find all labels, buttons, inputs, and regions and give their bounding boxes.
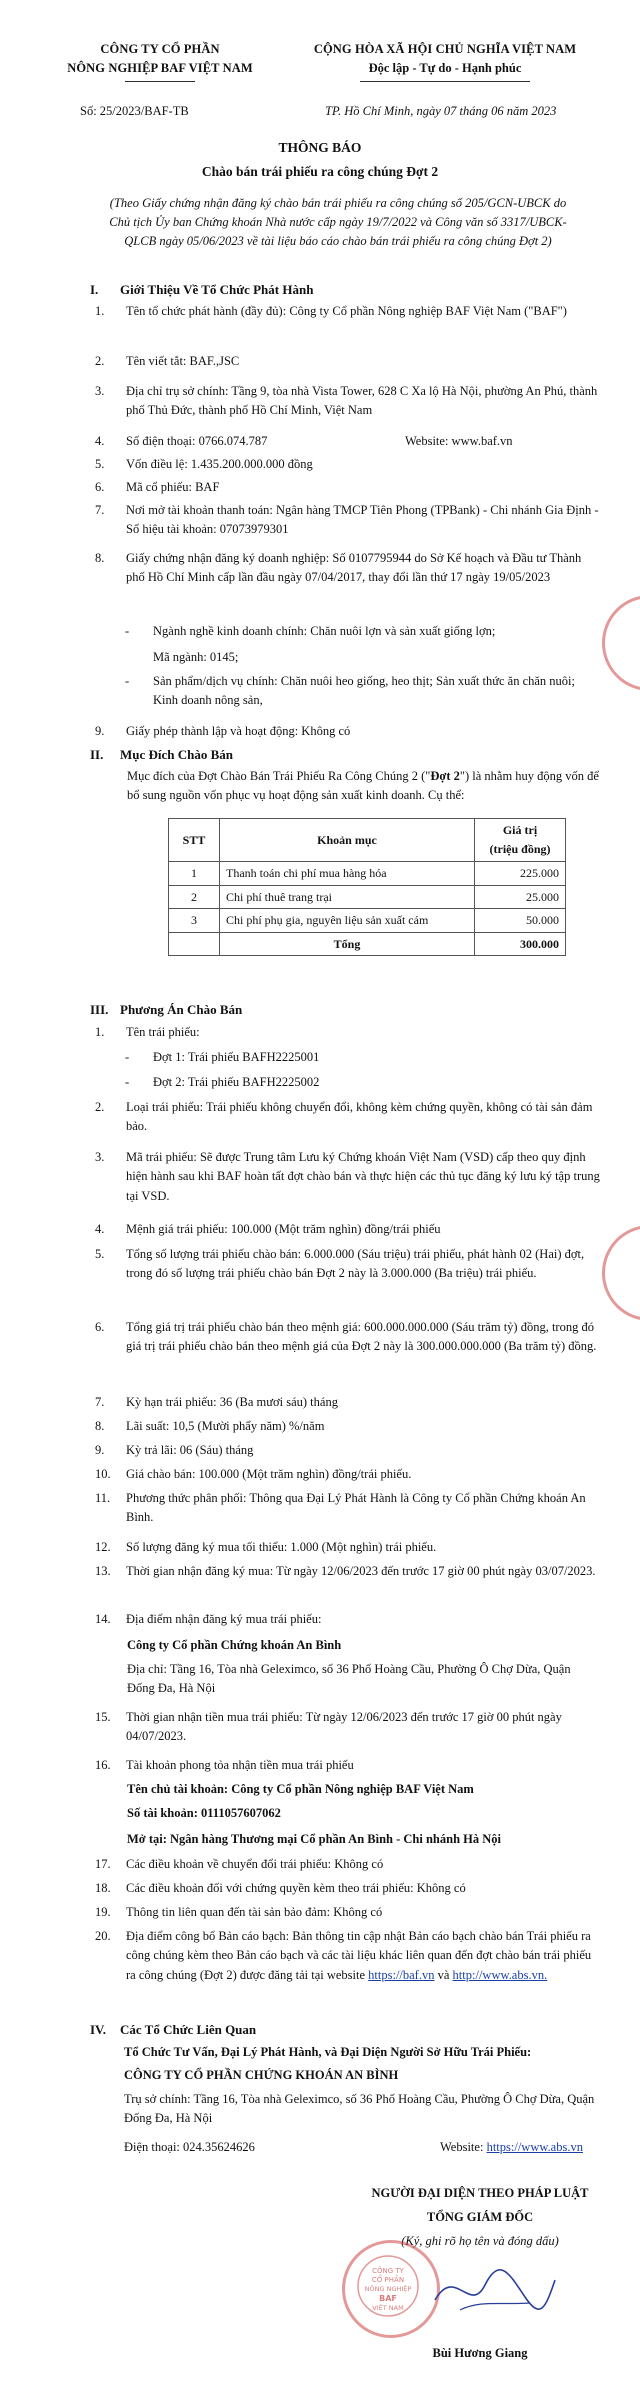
- list-item: 20. Địa điểm công bố Bản cáo bạch: Bản thông tin cập nhật Bản cáo bạch chào bán Trái phiếu ra công chúng kèm theo Bản cáo bạch và các tài liệu khác liên quan đến đợt chào bán trái phiếu ra công chúng (Đợt 2) được đăng tải tại website https://baf.vn và http://www.abs.vn.: [95, 1929, 592, 1982]
- reference-number: Số: 25/2023/BAF-TB: [80, 104, 189, 118]
- item-text: Tài khoản phong tỏa nhận tiền mua trái phiếu: [126, 1758, 354, 1772]
- related-website: Website: https://www.abs.vn: [440, 2140, 583, 2154]
- item-text: Đợt 2: Trái phiếu BAFH2225002: [153, 1075, 320, 1089]
- item-text: Kỳ hạn trái phiếu: 36 (Ba mươi sáu) tháng: [126, 1395, 338, 1409]
- divider: [360, 81, 530, 82]
- item-text: Nơi mở tài khoản thanh toán: Ngân hàng TMCP Tiên Phong (TPBank) - Chi nhánh Gia Định - Số hiệu tài khoản: 07073979301: [126, 503, 599, 537]
- signer-title-1: NGƯỜI ĐẠI DIỆN THEO PHÁP LUẬT: [371, 2186, 589, 2200]
- list-item: 2. Loại trái phiếu: Trái phiếu không chuyển đổi, không kèm chứng quyền, không có tài sản đảm bảo.: [95, 1098, 600, 1137]
- item-text: Thời gian nhận tiền mua trái phiếu: Từ ngày 12/06/2023 đến trước 17 giờ 00 phút ngày 04/07/2023.: [126, 1710, 562, 1744]
- section-title: Các Tổ Chức Liên Quan: [120, 2022, 257, 2037]
- document-title: THÔNG BÁO: [278, 140, 362, 155]
- related-heading: Tổ Chức Tư Vấn, Đại Lý Phát Hành, và Đại Diện Người Sở Hữu Trái Phiếu:: [124, 2045, 532, 2059]
- list-item: 9. Kỳ trả lãi: 06 (Sáu) tháng: [95, 1441, 600, 1460]
- seal-ring-icon: [345, 2243, 431, 2329]
- account-bank: Mở tại: Ngân hàng Thương mại Cổ phần An Bình - Chi nhánh Hà Nội: [127, 1832, 502, 1846]
- section-title: Giới Thiệu Về Tổ Chức Phát Hành: [120, 282, 314, 297]
- seal-text: NÔNG NGHIỆP: [364, 2285, 412, 2293]
- section-heading: [90, 1000, 242, 1020]
- list-item: 6. Tổng giá trị trái phiếu chào bán theo mệnh giá: 600.000.000.000 (Sáu trăm tỷ) đồng, trong đó giá trị trái phiếu chào bán theo mệnh giá của Đợt 2 này là 300.000.000.000 (Ba trăm tỷ) đồng.: [95, 1318, 600, 1357]
- list-item: 8. Giấy chứng nhận đăng ký doanh nghiệp: Số 0107795944 do Sở Kế hoạch và Đầu tư Thành phố Hồ Chí Minh cấp lần đầu ngày 07/04/2017, thay đổi lần thứ 17 ngày 19/05/2023: [95, 549, 600, 588]
- list-item: 18. Các điều khoản đối với chứng quyền kèm theo trái phiếu: Không có: [95, 1879, 600, 1898]
- section-heading: [90, 280, 313, 300]
- item-text: Loại trái phiếu: Trái phiếu không chuyển đổi, không kèm chứng quyền, không có tài sản đảm bảo.: [126, 1100, 593, 1134]
- phone-text: Số điện thoại: 0766.074.787: [126, 434, 268, 448]
- item-text: Mã trái phiếu: Sẽ được Trung tâm Lưu ký Chứng khoán Việt Nam (VSD) cấp theo quy định hiện hành sau khi BAF hoàn tất đợt chào bán và thực hiện các thủ tục đăng ký lưu ký tập trung tại VSD.: [126, 1150, 600, 1203]
- column-header: Giá trị (triệu đồng): [475, 819, 566, 862]
- purpose-intro: Mục đích của Đợt Chào Bán Trái Phiếu Ra Công Chúng 2 ("Đợt 2") là nhằm huy động vốn để bổ sung nguồn vốn phục vụ hoạt động sản xuất kinh doanh. Cụ thể:: [127, 769, 599, 803]
- document-date: TP. Hồ Chí Minh, ngày 07 tháng 06 năm 2023: [325, 104, 557, 118]
- bullet-item: - Đợt 1: Trái phiếu BAFH2225001: [125, 1048, 600, 1067]
- section-number: III.: [90, 1002, 109, 1017]
- item-text: Tổng giá trị trái phiếu chào bán theo mệnh giá: 600.000.000.000 (Sáu trăm tỷ) đồng, trong đó giá trị trái phiếu chào bán theo mệnh giá của Đợt 2 này là 300.000.000.000 (Ba trăm tỷ) đồng.: [126, 1320, 597, 1354]
- related-address: Trụ sở chính: Tầng 16, Tòa nhà Geleximco, số 36 Phố Hoàng Cầu, Phường Ô Chợ Dừa, Quận Đống Đa, Hà Nội: [124, 2092, 595, 2126]
- list-item: 9. Giấy phép thành lập và hoạt động: Không có: [95, 722, 600, 741]
- handwritten-signature-icon: [430, 2255, 560, 2325]
- list-item: 19. Thông tin liên quan đến tài sản bảo đảm: Không có: [95, 1903, 600, 1922]
- list-item: 8. Lãi suất: 10,5 (Mười phẩy năm) %/năm: [95, 1417, 600, 1436]
- item-text: Số lượng đăng ký mua tối thiểu: 1.000 (Một nghìn) trái phiếu.: [126, 1540, 437, 1554]
- seal-text: CÔNG TY: [372, 2267, 404, 2275]
- issuer-header: [40, 40, 280, 82]
- item-text: Ngành nghề kinh doanh chính: Chăn nuôi lợn và sản xuất giống lợn;: [153, 624, 496, 638]
- org-line-2: NÔNG NGHIỆP BAF VIỆT NAM: [67, 61, 253, 76]
- account-holder: Tên chủ tài khoản: Công ty Cổ phần Nông nghiệp BAF Việt Nam: [127, 1782, 474, 1796]
- list-item: 10. Giá chào bán: 100.000 (Một trăm nghìn) đồng/trái phiếu.: [95, 1465, 600, 1484]
- issuer-website-link[interactable]: https://baf.vn: [368, 1967, 435, 1982]
- list-item: 4. Mệnh giá trái phiếu: 100.000 (Một trăm nghìn) đồng/trái phiếu: [95, 1220, 600, 1239]
- item-text: Mệnh giá trái phiếu: 100.000 (Một trăm nghìn) đồng/trái phiếu: [126, 1222, 441, 1236]
- bullet-item: - Đợt 2: Trái phiếu BAFH2225002: [125, 1073, 600, 1092]
- item-text: Tên trái phiếu:: [126, 1025, 200, 1039]
- item-text: Mã ngành: 0145;: [153, 650, 239, 664]
- agent-website-link[interactable]: http://www.abs.vn.: [452, 1967, 548, 1982]
- website-text: Website: www.baf.vn: [405, 434, 513, 448]
- section-number: IV.: [90, 2022, 107, 2037]
- signer-title-2: TỔNG GIÁM ĐỐC: [426, 2210, 534, 2224]
- list-item: 17. Các điều khoản về chuyển đổi trái phiếu: Không có: [95, 1855, 600, 1874]
- section-title: Phương Án Chào Bán: [120, 1002, 243, 1017]
- item-text: Kỳ trả lãi: 06 (Sáu) tháng: [126, 1443, 254, 1457]
- item-text: Thông tin liên quan đến tài sản bảo đảm: Không có: [126, 1905, 383, 1919]
- section-heading: [90, 2020, 256, 2040]
- item-text: Mã cổ phiếu: BAF: [126, 480, 220, 494]
- item-text: Giấy chứng nhận đăng ký doanh nghiệp: Số 0107795944 do Sở Kế hoạch và Đầu tư Thành phố Hồ Chí Minh cấp lần đầu ngày 07/04/2017, thay đổi lần thứ 17 ngày 19/05/2023: [126, 551, 582, 585]
- related-phone: Điện thoại: 024.35624626: [124, 2140, 255, 2154]
- section-number: I.: [90, 282, 99, 297]
- country-line-2: Độc lập - Tự do - Hạnh phúc: [368, 61, 522, 76]
- section-title: Mục Đích Chào Bán: [120, 747, 234, 762]
- purpose-table: [168, 818, 566, 956]
- list-item: 11. Phương thức phân phối: Thông qua Đại Lý Phát Hành là Công ty Cổ phần Chứng khoán An Bình.: [95, 1489, 600, 1528]
- table-total-row: Tổng 300.000: [169, 932, 566, 956]
- org-line-1: CÔNG TY CỔ PHẦN: [100, 42, 220, 56]
- section-heading: [90, 745, 233, 765]
- list-item: 3. Địa chỉ trụ sở chính: Tầng 9, tòa nhà Vista Tower, 628 C Xa lộ Hà Nội, phường An Phú, thành phố Thủ Đức, thành phố Hồ Chí Minh, Việt Nam: [95, 382, 600, 421]
- company-seal-stamp: [342, 2240, 440, 2338]
- national-header: [290, 40, 600, 82]
- list-item: 7. Kỳ hạn trái phiếu: 36 (Ba mươi sáu) tháng: [95, 1393, 600, 1412]
- list-item: 4. Số điện thoại: 0766.074.787 Website: www.baf.vn: [95, 432, 600, 451]
- agent-name: Công ty Cổ phần Chứng khoán An Bình: [127, 1638, 342, 1652]
- document-subtitle: Chào bán trái phiếu ra công chúng Đợt 2: [201, 164, 439, 179]
- related-website-link[interactable]: https://www.abs.vn: [486, 2140, 583, 2154]
- item-text: Các điều khoản về chuyển đổi trái phiếu: Không có: [126, 1857, 384, 1871]
- item-text: Địa điểm nhận đăng ký mua trái phiếu:: [126, 1612, 322, 1626]
- item-text: Lãi suất: 10,5 (Mười phẩy năm) %/năm: [126, 1419, 325, 1433]
- list-item: 6. Mã cổ phiếu: BAF: [95, 478, 600, 497]
- list-item: 7. Nơi mở tài khoản thanh toán: Ngân hàng TMCP Tiên Phong (TPBank) - Chi nhánh Gia Định - Số hiệu tài khoản: 07073979301: [95, 501, 600, 540]
- divider: [125, 81, 195, 82]
- list-item: 3. Mã trái phiếu: Sẽ được Trung tâm Lưu ký Chứng khoán Việt Nam (VSD) cấp theo quy định hiện hành sau khi BAF hoàn tất đợt chào bán và thực hiện các thủ tục đăng ký lưu ký tập trung tại VSD.: [95, 1148, 600, 1206]
- table-header-row: [169, 819, 566, 862]
- item-text: Giấy phép thành lập và hoạt động: Không có: [126, 724, 351, 738]
- seal-text: VIỆT NAM: [372, 2304, 404, 2312]
- table-row: 3 Chi phí phụ gia, nguyên liệu sản xuất cám 50.000: [169, 909, 566, 933]
- list-item: 5. Tổng số lượng trái phiếu chào bán: 6.000.000 (Sáu triệu) trái phiếu, phát hành 02 (Hai) đợt, trong đó số lượng trái phiếu chào bán Đợt 2 này là 3.000.000 (Ba triệu) trái phiếu.: [95, 1245, 600, 1284]
- signature-note: (Ký, ghi rõ họ tên và đóng dấu): [401, 2234, 559, 2248]
- agent-address: Địa chỉ: Tầng 16, Tòa nhà Geleximco, số 36 Phố Hoàng Cầu, Phường Ô Chợ Dừa, Quận Đống Đa, Hà Nội: [127, 1662, 571, 1696]
- list-item: 2. Tên viết tắt: BAF.,JSC: [95, 352, 600, 371]
- item-text: Vốn điều lệ: 1.435.200.000.000 đồng: [126, 457, 313, 471]
- list-item: 13. Thời gian nhận đăng ký mua: Từ ngày 12/06/2023 đến trước 17 giờ 00 phút ngày 03/07/2023.: [95, 1562, 600, 1581]
- related-company: CÔNG TY CỔ PHẦN CHỨNG KHOÁN AN BÌNH: [124, 2068, 399, 2082]
- signer-name: Bùi Hương Giang: [432, 2346, 528, 2360]
- list-item: 14. Địa điểm nhận đăng ký mua trái phiếu:: [95, 1610, 600, 1629]
- country-line-1: CỘNG HÒA XÃ HỘI CHỦ NGHĨA VIỆT NAM: [313, 42, 577, 56]
- section-number: II.: [90, 747, 104, 762]
- column-header: STT: [169, 819, 220, 862]
- item-text: Phương thức phân phối: Thông qua Đại Lý Phát Hành là Công ty Cổ phần Chứng khoán An Bình.: [126, 1491, 586, 1525]
- list-item: 1. Tên trái phiếu:: [95, 1023, 600, 1042]
- item-text: Thời gian nhận đăng ký mua: Từ ngày 12/06/2023 đến trước 17 giờ 00 phút ngày 03/07/2023.: [126, 1564, 596, 1578]
- legal-basis: (Theo Giấy chứng nhận đăng ký chào bán trái phiếu ra công chúng số 205/GCN-UBCK do Chủ tịch Ủy ban Chứng khoán Nhà nước cấp ngày 19/7/2022 và Công văn số 3317/UBCK-QLCB ngày 05/06/2023 về tài liệu báo cáo chào bán trái phiếu ra công chúng Đợt 2): [109, 196, 567, 248]
- item-text: Sản phẩm/dịch vụ chính: Chăn nuôi heo giống, heo thịt; Sản xuất thức ăn chăn nuôi; Kinh doanh nông sản,: [153, 674, 575, 708]
- list-item: 15. Thời gian nhận tiền mua trái phiếu: Từ ngày 12/06/2023 đến trước 17 giờ 00 phút ngày 04/07/2023.: [95, 1708, 600, 1747]
- table-row: 2 Chi phí thuê trang trại 25.000: [169, 885, 566, 909]
- item-text: Giá chào bán: 100.000 (Một trăm nghìn) đồng/trái phiếu.: [126, 1467, 412, 1481]
- list-item: 16. Tài khoản phong tỏa nhận tiền mua trái phiếu: [95, 1756, 600, 1775]
- item-text: Đợt 1: Trái phiếu BAFH2225001: [153, 1050, 320, 1064]
- item-text: Tên viết tắt: BAF.,JSC: [126, 354, 240, 368]
- table-row: 1 Thanh toán chi phí mua hàng hóa 225.000: [169, 862, 566, 886]
- item-text: Các điều khoản đối với chứng quyền kèm theo trái phiếu: Không có: [126, 1881, 466, 1895]
- column-header: Khoản mục: [220, 819, 475, 862]
- bullet-item: [125, 648, 600, 667]
- margin-seal-stamp: [602, 1225, 640, 1321]
- margin-seal-stamp: [602, 595, 640, 691]
- item-text: Địa chỉ trụ sở chính: Tầng 9, tòa nhà Vista Tower, 628 C Xa lộ Hà Nội, phường An Phú, thành phố Thủ Đức, thành phố Hồ Chí Minh, Việt Nam: [126, 384, 598, 418]
- seal-text: BAF: [379, 2294, 397, 2303]
- list-item: 5. Vốn điều lệ: 1.435.200.000.000 đồng: [95, 455, 600, 474]
- seal-text: CỔ PHẦN: [371, 2276, 405, 2284]
- item-text: Tên tổ chức phát hành (đầy đủ): Công ty Cổ phần Nông nghiệp BAF Việt Nam ("BAF"): [126, 304, 567, 318]
- bullet-item: - Sản phẩm/dịch vụ chính: Chăn nuôi heo giống, heo thịt; Sản xuất thức ăn chăn nuôi; Kinh doanh nông sản,: [125, 672, 600, 711]
- bullet-item: - Ngành nghề kinh doanh chính: Chăn nuôi lợn và sản xuất giống lợn;: [125, 622, 600, 641]
- list-item: 1. Tên tổ chức phát hành (đầy đủ): Công ty Cổ phần Nông nghiệp BAF Việt Nam ("BAF"): [95, 302, 600, 321]
- item-text: Tổng số lượng trái phiếu chào bán: 6.000.000 (Sáu triệu) trái phiếu, phát hành 02 (Hai) đợt, trong đó số lượng trái phiếu chào bán Đợt 2 này là 3.000.000 (Ba triệu) trái phiếu.: [126, 1247, 585, 1281]
- account-number: Số tài khoản: 0111057607062: [127, 1806, 281, 1820]
- list-item: 12. Số lượng đăng ký mua tối thiểu: 1.000 (Một nghìn) trái phiếu.: [95, 1538, 600, 1557]
